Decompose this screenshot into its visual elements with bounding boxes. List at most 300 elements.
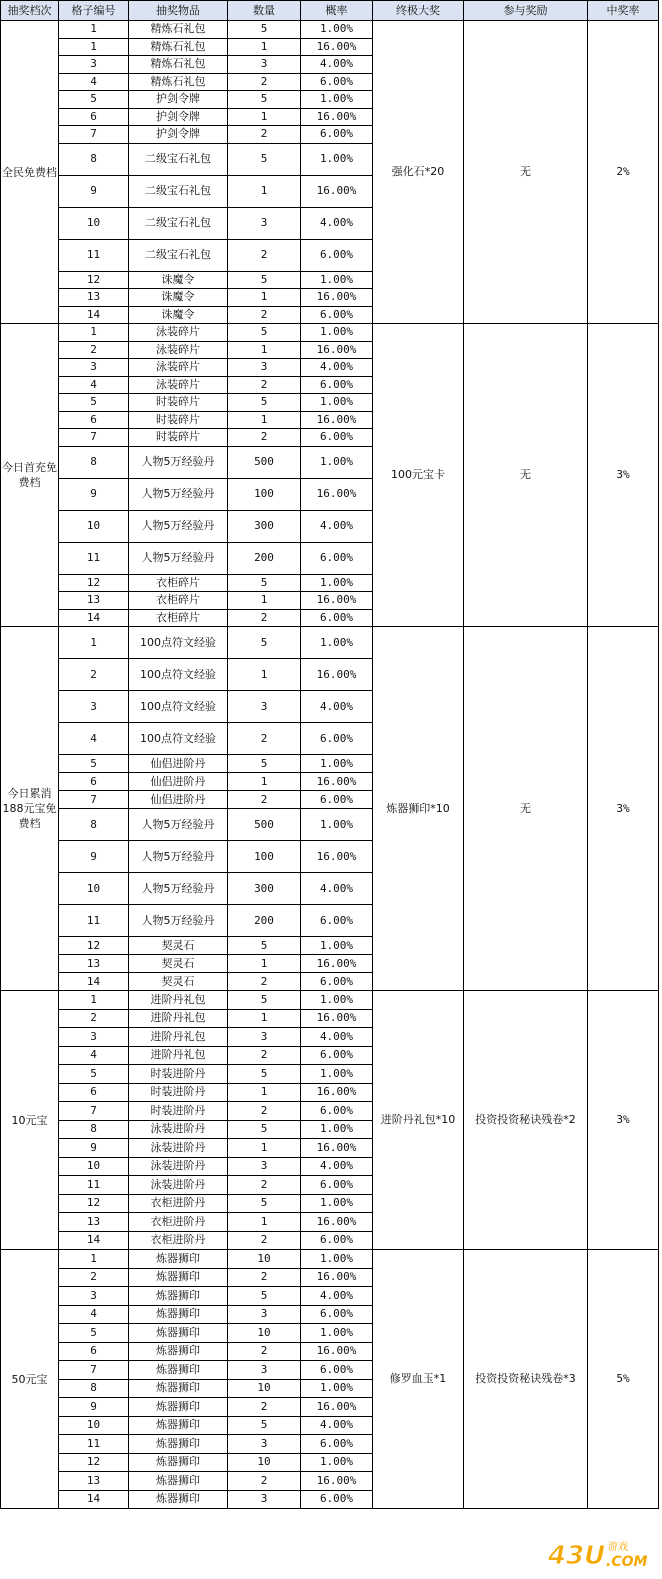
slot-number: 3 xyxy=(59,1028,129,1047)
quantity: 5 xyxy=(228,21,301,39)
tier-free-name: 全民免费档 xyxy=(1,21,59,324)
slot-number: 12 xyxy=(59,574,129,592)
item-name: 人物5万经验丹 xyxy=(129,542,228,574)
logo-sub-text: 游戏 xyxy=(608,1542,628,1553)
item-name: 衣柜碎片 xyxy=(129,574,228,592)
quantity: 5 xyxy=(228,394,301,412)
probability: 4.00% xyxy=(301,510,373,542)
slot-number: 2 xyxy=(59,1268,129,1287)
item-name: 泳装进阶丹 xyxy=(129,1139,228,1158)
item-name: 精炼石礼包 xyxy=(129,56,228,74)
quantity: 5 xyxy=(228,271,301,289)
probability: 1.00% xyxy=(301,1324,373,1343)
probability: 1.00% xyxy=(301,21,373,39)
item-name: 精炼石礼包 xyxy=(129,73,228,91)
quantity: 5 xyxy=(228,1287,301,1306)
item-name: 衣柜进阶丹 xyxy=(129,1231,228,1250)
slot-number: 1 xyxy=(59,991,129,1010)
tier-50-yuanbao-grand-prize: 修罗血玉*1 xyxy=(373,1250,464,1509)
item-name: 契灵石 xyxy=(129,973,228,991)
probability: 6.00% xyxy=(301,1046,373,1065)
slot-number: 3 xyxy=(59,691,129,723)
slot-number: 11 xyxy=(59,239,129,271)
item-name: 护剑令牌 xyxy=(129,126,228,144)
col-header-grand-prize: 终极大奖 xyxy=(373,1,464,21)
slot-number: 14 xyxy=(59,1490,129,1509)
tier-first-recharge-win-rate: 3% xyxy=(588,324,659,627)
quantity: 100 xyxy=(228,841,301,873)
item-name: 炼器狮印 xyxy=(129,1398,228,1417)
item-name: 炼器狮印 xyxy=(129,1324,228,1343)
slot-number: 6 xyxy=(59,773,129,791)
slot-number: 9 xyxy=(59,841,129,873)
item-name: 时装进阶丹 xyxy=(129,1065,228,1084)
probability: 1.00% xyxy=(301,1453,373,1472)
probability: 16.00% xyxy=(301,175,373,207)
slot-number: 9 xyxy=(59,1398,129,1417)
quantity: 2 xyxy=(228,1268,301,1287)
quantity: 3 xyxy=(228,56,301,74)
quantity: 1 xyxy=(228,955,301,973)
probability: 16.00% xyxy=(301,289,373,307)
slot-number: 11 xyxy=(59,905,129,937)
item-name: 进阶丹礼包 xyxy=(129,1009,228,1028)
probability: 16.00% xyxy=(301,341,373,359)
slot-number: 14 xyxy=(59,1231,129,1250)
quantity: 200 xyxy=(228,905,301,937)
slot-number: 12 xyxy=(59,1194,129,1213)
quantity: 5 xyxy=(228,1065,301,1084)
item-name: 泳装碎片 xyxy=(129,376,228,394)
quantity: 3 xyxy=(228,1157,301,1176)
site-logo-watermark xyxy=(546,1537,656,1571)
quantity: 1 xyxy=(228,1139,301,1158)
item-name: 诛魔令 xyxy=(129,306,228,324)
quantity: 2 xyxy=(228,791,301,809)
col-header-prob: 概率 xyxy=(301,1,373,21)
item-name: 二级宝石礼包 xyxy=(129,143,228,175)
probability: 6.00% xyxy=(301,905,373,937)
probability: 1.00% xyxy=(301,1379,373,1398)
quantity: 2 xyxy=(228,73,301,91)
probability: 4.00% xyxy=(301,56,373,74)
probability: 16.00% xyxy=(301,841,373,873)
item-name: 护剑令牌 xyxy=(129,108,228,126)
tier-free-win-rate: 2% xyxy=(588,21,659,324)
slot-number: 3 xyxy=(59,1287,129,1306)
item-name: 100点符文经验 xyxy=(129,659,228,691)
probability: 4.00% xyxy=(301,359,373,377)
probability: 1.00% xyxy=(301,271,373,289)
item-name: 仙侣进阶丹 xyxy=(129,773,228,791)
slot-number: 7 xyxy=(59,429,129,447)
slot-number: 9 xyxy=(59,1139,129,1158)
slot-number: 4 xyxy=(59,723,129,755)
item-name: 二级宝石礼包 xyxy=(129,207,228,239)
probability: 1.00% xyxy=(301,1120,373,1139)
quantity: 300 xyxy=(228,510,301,542)
tier-10-yuanbao-participation-reward: 投资投资秘诀残卷*2 xyxy=(464,991,588,1250)
quantity: 2 xyxy=(228,376,301,394)
quantity: 5 xyxy=(228,143,301,175)
col-header-qty: 数量 xyxy=(228,1,301,21)
tier-consume-188-grand-prize: 炼器狮印*10 xyxy=(373,627,464,991)
tier-50-yuanbao-name: 50元宝 xyxy=(1,1250,59,1509)
item-name: 二级宝石礼包 xyxy=(129,239,228,271)
probability: 1.00% xyxy=(301,1250,373,1269)
slot-number: 11 xyxy=(59,1435,129,1454)
item-name: 炼器狮印 xyxy=(129,1472,228,1491)
quantity: 2 xyxy=(228,306,301,324)
quantity: 1 xyxy=(228,411,301,429)
tier-free-grand-prize: 强化石*20 xyxy=(373,21,464,324)
item-name: 时装进阶丹 xyxy=(129,1102,228,1121)
slot-number: 11 xyxy=(59,542,129,574)
quantity: 5 xyxy=(228,627,301,659)
quantity: 2 xyxy=(228,609,301,627)
quantity: 5 xyxy=(228,324,301,342)
quantity: 1 xyxy=(228,659,301,691)
slot-number: 7 xyxy=(59,1361,129,1380)
probability: 16.00% xyxy=(301,38,373,56)
item-name: 衣柜进阶丹 xyxy=(129,1213,228,1232)
quantity: 1 xyxy=(228,592,301,610)
quantity: 2 xyxy=(228,973,301,991)
probability: 6.00% xyxy=(301,1102,373,1121)
item-name: 人物5万经验丹 xyxy=(129,510,228,542)
tier-10-yuanbao-grand-prize: 进阶丹礼包*10 xyxy=(373,991,464,1250)
probability: 6.00% xyxy=(301,239,373,271)
quantity: 2 xyxy=(228,1342,301,1361)
item-name: 契灵石 xyxy=(129,955,228,973)
item-name: 人物5万经验丹 xyxy=(129,841,228,873)
col-header-item: 抽奖物品 xyxy=(129,1,228,21)
logo-text: 43U xyxy=(548,1541,606,1571)
slot-number: 2 xyxy=(59,1009,129,1028)
slot-number: 14 xyxy=(59,973,129,991)
item-name: 衣柜碎片 xyxy=(129,592,228,610)
item-name: 炼器狮印 xyxy=(129,1379,228,1398)
slot-number: 3 xyxy=(59,56,129,74)
slot-number: 6 xyxy=(59,411,129,429)
slot-number: 7 xyxy=(59,791,129,809)
probability: 16.00% xyxy=(301,592,373,610)
tier-consume-188-participation-reward: 无 xyxy=(464,627,588,991)
quantity: 1 xyxy=(228,1009,301,1028)
slot-number: 6 xyxy=(59,108,129,126)
slot-number: 10 xyxy=(59,1157,129,1176)
item-name: 时装碎片 xyxy=(129,394,228,412)
slot-number: 12 xyxy=(59,271,129,289)
quantity: 1 xyxy=(228,38,301,56)
tier-10-yuanbao-win-rate: 3% xyxy=(588,991,659,1250)
slot-number: 1 xyxy=(59,627,129,659)
item-name: 炼器狮印 xyxy=(129,1490,228,1509)
slot-number: 7 xyxy=(59,1102,129,1121)
probability: 1.00% xyxy=(301,809,373,841)
quantity: 3 xyxy=(228,359,301,377)
quantity: 2 xyxy=(228,1398,301,1417)
quantity: 10 xyxy=(228,1453,301,1472)
slot-number: 4 xyxy=(59,1305,129,1324)
slot-number: 8 xyxy=(59,1120,129,1139)
item-name: 泳装碎片 xyxy=(129,359,228,377)
item-name: 二级宝石礼包 xyxy=(129,175,228,207)
probability: 1.00% xyxy=(301,91,373,109)
table-row xyxy=(1,324,659,342)
probability: 6.00% xyxy=(301,126,373,144)
probability: 1.00% xyxy=(301,627,373,659)
item-name: 泳装进阶丹 xyxy=(129,1157,228,1176)
probability: 16.00% xyxy=(301,659,373,691)
item-name: 精炼石礼包 xyxy=(129,21,228,39)
probability: 1.00% xyxy=(301,1194,373,1213)
quantity: 2 xyxy=(228,1472,301,1491)
quantity: 3 xyxy=(228,1435,301,1454)
item-name: 衣柜进阶丹 xyxy=(129,1194,228,1213)
col-header-tier: 抽奖档次 xyxy=(1,1,59,21)
quantity: 500 xyxy=(228,446,301,478)
item-name: 人物5万经验丹 xyxy=(129,905,228,937)
slot-number: 6 xyxy=(59,1342,129,1361)
item-name: 泳装进阶丹 xyxy=(129,1176,228,1195)
quantity: 5 xyxy=(228,1120,301,1139)
quantity: 3 xyxy=(228,1490,301,1509)
item-name: 衣柜碎片 xyxy=(129,609,228,627)
item-name: 泳装碎片 xyxy=(129,341,228,359)
table-row xyxy=(1,21,659,39)
probability: 1.00% xyxy=(301,143,373,175)
probability: 16.00% xyxy=(301,1342,373,1361)
quantity: 5 xyxy=(228,1416,301,1435)
slot-number: 4 xyxy=(59,73,129,91)
slot-number: 14 xyxy=(59,306,129,324)
quantity: 2 xyxy=(228,429,301,447)
quantity: 1 xyxy=(228,773,301,791)
item-name: 护剑令牌 xyxy=(129,91,228,109)
item-name: 炼器狮印 xyxy=(129,1453,228,1472)
probability: 4.00% xyxy=(301,207,373,239)
slot-number: 5 xyxy=(59,1065,129,1084)
slot-number: 8 xyxy=(59,143,129,175)
slot-number: 14 xyxy=(59,609,129,627)
item-name: 炼器狮印 xyxy=(129,1416,228,1435)
probability: 16.00% xyxy=(301,108,373,126)
quantity: 3 xyxy=(228,1361,301,1380)
tier-50-yuanbao-participation-reward: 投资投资秘诀残卷*3 xyxy=(464,1250,588,1509)
quantity: 1 xyxy=(228,1213,301,1232)
item-name: 时装进阶丹 xyxy=(129,1083,228,1102)
slot-number: 1 xyxy=(59,21,129,39)
item-name: 100点符文经验 xyxy=(129,691,228,723)
slot-number: 13 xyxy=(59,289,129,307)
slot-number: 2 xyxy=(59,659,129,691)
slot-number: 7 xyxy=(59,126,129,144)
probability: 6.00% xyxy=(301,791,373,809)
item-name: 进阶丹礼包 xyxy=(129,1028,228,1047)
slot-number: 4 xyxy=(59,376,129,394)
quantity: 2 xyxy=(228,1102,301,1121)
probability: 4.00% xyxy=(301,1157,373,1176)
quantity: 2 xyxy=(228,239,301,271)
probability: 1.00% xyxy=(301,446,373,478)
item-name: 时装碎片 xyxy=(129,429,228,447)
quantity: 1 xyxy=(228,175,301,207)
quantity: 10 xyxy=(228,1250,301,1269)
slot-number: 10 xyxy=(59,873,129,905)
item-name: 炼器狮印 xyxy=(129,1361,228,1380)
probability: 6.00% xyxy=(301,1490,373,1509)
item-name: 炼器狮印 xyxy=(129,1250,228,1269)
probability: 16.00% xyxy=(301,1472,373,1491)
probability: 6.00% xyxy=(301,429,373,447)
item-name: 炼器狮印 xyxy=(129,1305,228,1324)
probability: 4.00% xyxy=(301,1416,373,1435)
quantity: 10 xyxy=(228,1379,301,1398)
slot-number: 8 xyxy=(59,1379,129,1398)
probability: 6.00% xyxy=(301,1361,373,1380)
item-name: 人物5万经验丹 xyxy=(129,478,228,510)
item-name: 炼器狮印 xyxy=(129,1268,228,1287)
probability: 1.00% xyxy=(301,937,373,955)
quantity: 1 xyxy=(228,108,301,126)
tier-50-yuanbao-win-rate: 5% xyxy=(588,1250,659,1509)
header-row xyxy=(1,1,659,21)
item-name: 100点符文经验 xyxy=(129,627,228,659)
quantity: 300 xyxy=(228,873,301,905)
item-name: 仙侣进阶丹 xyxy=(129,791,228,809)
quantity: 3 xyxy=(228,207,301,239)
quantity: 2 xyxy=(228,126,301,144)
quantity: 2 xyxy=(228,1231,301,1250)
probability: 1.00% xyxy=(301,394,373,412)
quantity: 5 xyxy=(228,1194,301,1213)
probability: 16.00% xyxy=(301,411,373,429)
quantity: 2 xyxy=(228,1046,301,1065)
slot-number: 10 xyxy=(59,207,129,239)
probability: 6.00% xyxy=(301,1176,373,1195)
probability: 4.00% xyxy=(301,873,373,905)
slot-number: 13 xyxy=(59,1472,129,1491)
probability: 1.00% xyxy=(301,991,373,1010)
probability: 1.00% xyxy=(301,755,373,773)
tier-first-recharge-participation-reward: 无 xyxy=(464,324,588,627)
item-name: 诛魔令 xyxy=(129,271,228,289)
probability: 16.00% xyxy=(301,1009,373,1028)
probability: 16.00% xyxy=(301,478,373,510)
slot-number: 5 xyxy=(59,91,129,109)
item-name: 进阶丹礼包 xyxy=(129,1046,228,1065)
slot-number: 13 xyxy=(59,955,129,973)
slot-number: 1 xyxy=(59,38,129,56)
table-row xyxy=(1,991,659,1010)
probability: 6.00% xyxy=(301,306,373,324)
slot-number: 12 xyxy=(59,1453,129,1472)
item-name: 泳装进阶丹 xyxy=(129,1120,228,1139)
quantity: 3 xyxy=(228,1028,301,1047)
quantity: 2 xyxy=(228,723,301,755)
slot-number: 10 xyxy=(59,1416,129,1435)
item-name: 仙侣进阶丹 xyxy=(129,755,228,773)
tier-10-yuanbao-name: 10元宝 xyxy=(1,991,59,1250)
table-body xyxy=(1,21,659,1509)
item-name: 炼器狮印 xyxy=(129,1435,228,1454)
quantity: 5 xyxy=(228,91,301,109)
slot-number: 5 xyxy=(59,1324,129,1343)
tier-consume-188-win-rate: 3% xyxy=(588,627,659,991)
logo-mark xyxy=(547,1540,647,1571)
slot-number: 9 xyxy=(59,175,129,207)
item-name: 时装碎片 xyxy=(129,411,228,429)
quantity: 1 xyxy=(228,289,301,307)
probability: 16.00% xyxy=(301,1268,373,1287)
probability: 6.00% xyxy=(301,542,373,574)
item-name: 泳装碎片 xyxy=(129,324,228,342)
quantity: 200 xyxy=(228,542,301,574)
probability: 16.00% xyxy=(301,1398,373,1417)
slot-number: 13 xyxy=(59,592,129,610)
probability: 6.00% xyxy=(301,609,373,627)
col-header-win-rate: 中奖率 xyxy=(588,1,659,21)
item-name: 人物5万经验丹 xyxy=(129,446,228,478)
col-header-slot: 格子编号 xyxy=(59,1,129,21)
slot-number: 8 xyxy=(59,446,129,478)
logo-domain-text: .COM xyxy=(606,1554,648,1570)
quantity: 3 xyxy=(228,1305,301,1324)
probability: 6.00% xyxy=(301,73,373,91)
table-row xyxy=(1,627,659,659)
slot-number: 5 xyxy=(59,755,129,773)
probability: 1.00% xyxy=(301,574,373,592)
item-name: 炼器狮印 xyxy=(129,1342,228,1361)
item-name: 100点符文经验 xyxy=(129,723,228,755)
quantity: 3 xyxy=(228,691,301,723)
probability: 6.00% xyxy=(301,1305,373,1324)
probability: 4.00% xyxy=(301,1287,373,1306)
quantity: 1 xyxy=(228,1083,301,1102)
item-name: 进阶丹礼包 xyxy=(129,991,228,1010)
tier-first-recharge-grand-prize: 100元宝卡 xyxy=(373,324,464,627)
probability: 4.00% xyxy=(301,1028,373,1047)
slot-number: 8 xyxy=(59,809,129,841)
slot-number: 4 xyxy=(59,1046,129,1065)
probability: 6.00% xyxy=(301,723,373,755)
quantity: 10 xyxy=(228,1324,301,1343)
probability: 6.00% xyxy=(301,376,373,394)
quantity: 2 xyxy=(228,1176,301,1195)
tier-first-recharge-name: 今日首充免费档 xyxy=(1,324,59,627)
probability: 6.00% xyxy=(301,1435,373,1454)
slot-number: 2 xyxy=(59,341,129,359)
item-name: 人物5万经验丹 xyxy=(129,809,228,841)
slot-number: 9 xyxy=(59,478,129,510)
col-header-participation: 参与奖励 xyxy=(464,1,588,21)
probability: 16.00% xyxy=(301,1083,373,1102)
slot-number: 13 xyxy=(59,1213,129,1232)
probability: 6.00% xyxy=(301,1231,373,1250)
slot-number: 11 xyxy=(59,1176,129,1195)
quantity: 500 xyxy=(228,809,301,841)
slot-number: 1 xyxy=(59,1250,129,1269)
item-name: 人物5万经验丹 xyxy=(129,873,228,905)
quantity: 5 xyxy=(228,755,301,773)
quantity: 100 xyxy=(228,478,301,510)
slot-number: 1 xyxy=(59,324,129,342)
item-name: 炼器狮印 xyxy=(129,1287,228,1306)
probability: 16.00% xyxy=(301,1139,373,1158)
quantity: 5 xyxy=(228,991,301,1010)
tier-consume-188-name: 今日累消188元宝免费档 xyxy=(1,627,59,991)
